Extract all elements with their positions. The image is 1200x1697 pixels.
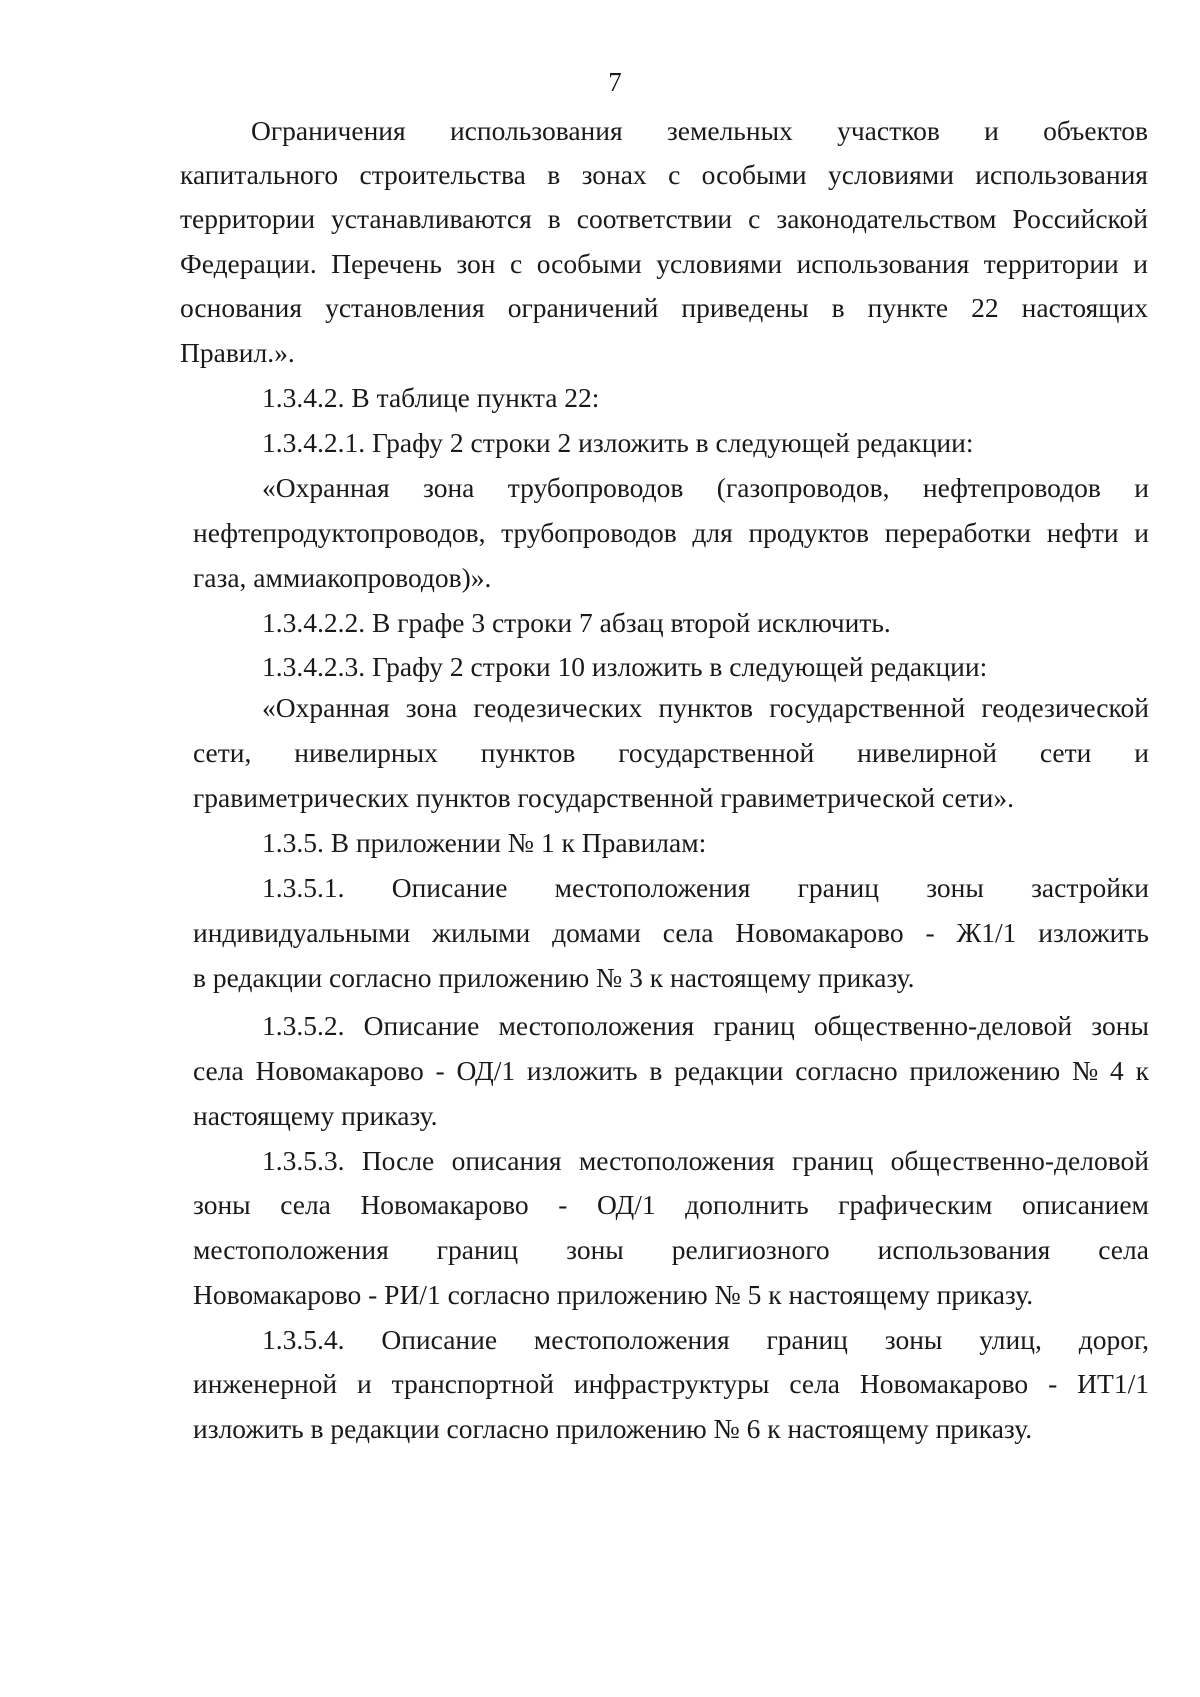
paragraph-line: 1.3.4.2.2. В графе 3 строки 7 абзац второй исключить. (262, 607, 891, 638)
word: ИТ1/1 (1077, 1368, 1149, 1399)
word: пункте (867, 292, 949, 323)
paragraph-line (262, 1008, 1149, 1044)
word: земельных (666, 115, 793, 146)
word: и (1134, 517, 1149, 548)
paragraph-line (262, 1322, 1149, 1358)
word: Описание (363, 1010, 480, 1041)
word: и (1134, 472, 1149, 503)
word: нивелирной (857, 737, 997, 768)
word: села (280, 1189, 331, 1220)
paragraph-line (193, 1366, 1149, 1402)
word: Новомакарово (859, 1368, 1029, 1399)
paragraph-line (262, 870, 1149, 906)
word: границ (797, 872, 879, 903)
paragraph-line (193, 1053, 1149, 1089)
paragraph-line: 1.3.5. В приложении № 1 к Правилам: (262, 827, 707, 858)
word: продуктов (748, 517, 870, 548)
word: редакции (674, 1055, 784, 1086)
word: нефтепродуктопроводов, (193, 517, 486, 548)
word: транспортной (391, 1368, 554, 1399)
word: графическим (838, 1189, 993, 1220)
word: Российской (1012, 203, 1148, 234)
word: согласно (795, 1055, 898, 1086)
word: - (1048, 1368, 1058, 1399)
paragraph-line: Правил.». (180, 337, 295, 368)
word: использования (975, 159, 1148, 190)
word: и (1133, 248, 1148, 279)
word: Перечень (331, 248, 442, 279)
word: особыми (701, 159, 807, 190)
word: геодезических (473, 692, 643, 723)
word: - (435, 1055, 445, 1086)
word: строительства (359, 159, 526, 190)
paragraph-line: изложить в редакции согласно приложению № 6 к настоящему приказу. (193, 1413, 1033, 1444)
paragraph-line: 1.3.4.2. В таблице пункта 22: (262, 382, 600, 413)
word: - (925, 917, 935, 948)
word: ОД/1 (596, 1189, 656, 1220)
word: к (1135, 1055, 1149, 1086)
word: территории (983, 248, 1119, 279)
word: зоны (926, 872, 984, 903)
word: села (662, 917, 714, 948)
word: и (357, 1368, 372, 1399)
word: трубопроводов (507, 472, 684, 503)
word: дополнить (685, 1189, 809, 1220)
word: сети, (193, 737, 252, 768)
paragraph-line (262, 690, 1149, 726)
word: границ (436, 1234, 519, 1265)
word: ОД/1 (456, 1055, 516, 1086)
word: Описание (381, 1324, 498, 1355)
word: № (1072, 1055, 1099, 1086)
word: с (668, 159, 681, 190)
word: в (547, 159, 561, 190)
paragraph-line: 1.3.4.2.1. Графу 2 строки 2 изложить в следующей редакции: (262, 427, 974, 458)
word: для (692, 517, 733, 548)
word: зона (423, 472, 475, 503)
paragraph-line: гравиметрических пунктов государственной гравиметрической сети». (193, 782, 1015, 813)
word: зона (405, 692, 458, 723)
paragraph-line (262, 470, 1149, 506)
word: Ж1/1 (956, 917, 1017, 948)
word: зонах (581, 159, 647, 190)
word: 1.3.5.1. (262, 872, 345, 903)
word: Описание (391, 872, 508, 903)
word: «Охранная (262, 472, 390, 503)
paragraph-line (193, 515, 1149, 551)
word: условиями (656, 248, 783, 279)
paragraph-line: газа, аммиакопроводов)». (193, 562, 492, 593)
word: изложить (1038, 917, 1149, 948)
paragraph-line (180, 290, 1148, 326)
word: приведены (681, 292, 809, 323)
word: границ (791, 1145, 874, 1176)
word: с (748, 203, 761, 234)
word: 1.3.5.4. (262, 1324, 345, 1355)
paragraph-line: в редакции согласно приложению № 3 к настоящему приказу. (193, 962, 915, 993)
word: общественно-деловой (813, 1010, 1073, 1041)
paragraph-line (193, 735, 1149, 771)
word: в (547, 203, 561, 234)
word: зоны (566, 1234, 624, 1265)
word: местоположения (533, 1324, 730, 1355)
word: зоны (1091, 1010, 1149, 1041)
word: нефти (1046, 517, 1119, 548)
word: использования (796, 248, 970, 279)
word: местоположения (193, 1234, 389, 1265)
word: в (649, 1055, 663, 1086)
word: в (831, 292, 845, 323)
word: общественно-деловой (890, 1145, 1149, 1176)
paragraph-line (180, 201, 1148, 237)
word: 22 (971, 292, 999, 323)
word: села (1098, 1234, 1149, 1265)
word: ограничений (507, 292, 659, 323)
word: условиями (828, 159, 954, 190)
word: села (789, 1368, 841, 1399)
word: использования (449, 115, 623, 146)
word: зон (456, 248, 496, 279)
word: инженерной (193, 1368, 338, 1399)
word: переработки (884, 517, 1032, 548)
word: жилыми (432, 917, 531, 948)
word: изложить (526, 1055, 638, 1086)
paragraph-line (193, 1232, 1149, 1268)
word: Ограничения (251, 115, 406, 146)
word: государственной (618, 737, 815, 768)
page-number: 7 (608, 67, 622, 97)
word: нефтепроводов (922, 472, 1101, 503)
word: местоположения (498, 1010, 695, 1041)
word: и (984, 115, 999, 146)
paragraph-line (251, 113, 1148, 149)
word: нивелирных (294, 737, 438, 768)
word: установления (325, 292, 485, 323)
paragraph-line (180, 246, 1148, 282)
word: описанием (1021, 1189, 1149, 1220)
word: дорог, (1078, 1324, 1149, 1355)
paragraph-line (262, 1143, 1149, 1179)
word: индивидуальными (193, 917, 411, 948)
word: 1.3.5.3. (262, 1145, 345, 1176)
word: государственной (769, 692, 966, 723)
paragraph-line (180, 157, 1148, 193)
paragraph-line (193, 1187, 1149, 1223)
word: и (1134, 737, 1149, 768)
word: границ (713, 1010, 795, 1041)
word: Федерации. (180, 248, 317, 279)
word: описания (451, 1145, 562, 1176)
word: соответствии (576, 203, 733, 234)
paragraph-line: 1.3.4.2.3. Графу 2 строки 10 изложить в следующей редакции: (262, 651, 988, 682)
word: Новомакарово (735, 917, 904, 948)
word: домами (552, 917, 641, 948)
word: села (193, 1055, 244, 1086)
word: участков (837, 115, 940, 146)
word: религиозного (671, 1234, 830, 1265)
paragraph-line: настоящему приказу. (193, 1100, 438, 1131)
word: пунктов (658, 692, 754, 723)
word: пунктов (480, 737, 576, 768)
paragraph-line: Новомакарово - РИ/1 согласно приложению № 5 к настоящему приказу. (193, 1279, 1034, 1310)
word: с (510, 248, 523, 279)
word: Новомакарово (360, 1189, 529, 1220)
word: законодательством (776, 203, 997, 234)
word: использования (877, 1234, 1051, 1265)
word: устанавливаются (331, 203, 532, 234)
word: объектов (1043, 115, 1148, 146)
word: настоящих (1021, 292, 1148, 323)
word: сети (1039, 737, 1092, 768)
word: «Охранная (262, 692, 390, 723)
word: приложению (909, 1055, 1061, 1086)
word: основания (180, 292, 303, 323)
word: Новомакарово (255, 1055, 424, 1086)
word: местоположения (578, 1145, 775, 1176)
word: зоны (193, 1189, 251, 1220)
word: 1.3.5.2. (262, 1010, 345, 1041)
word: геодезической (981, 692, 1149, 723)
paragraph-line (193, 915, 1149, 951)
word: капитального (180, 159, 339, 190)
word: (газопроводов, (716, 472, 890, 503)
word: улиц, (979, 1324, 1042, 1355)
word: инфраструктуры (573, 1368, 770, 1399)
word: зоны (884, 1324, 943, 1355)
word: 4 (1110, 1055, 1124, 1086)
word: территории (180, 203, 316, 234)
word: особыми (536, 248, 642, 279)
word: - (558, 1189, 568, 1220)
word: застройки (1031, 872, 1149, 903)
word: границ (766, 1324, 848, 1355)
word: После (361, 1145, 435, 1176)
word: трубопроводов (501, 517, 677, 548)
word: местоположения (554, 872, 751, 903)
